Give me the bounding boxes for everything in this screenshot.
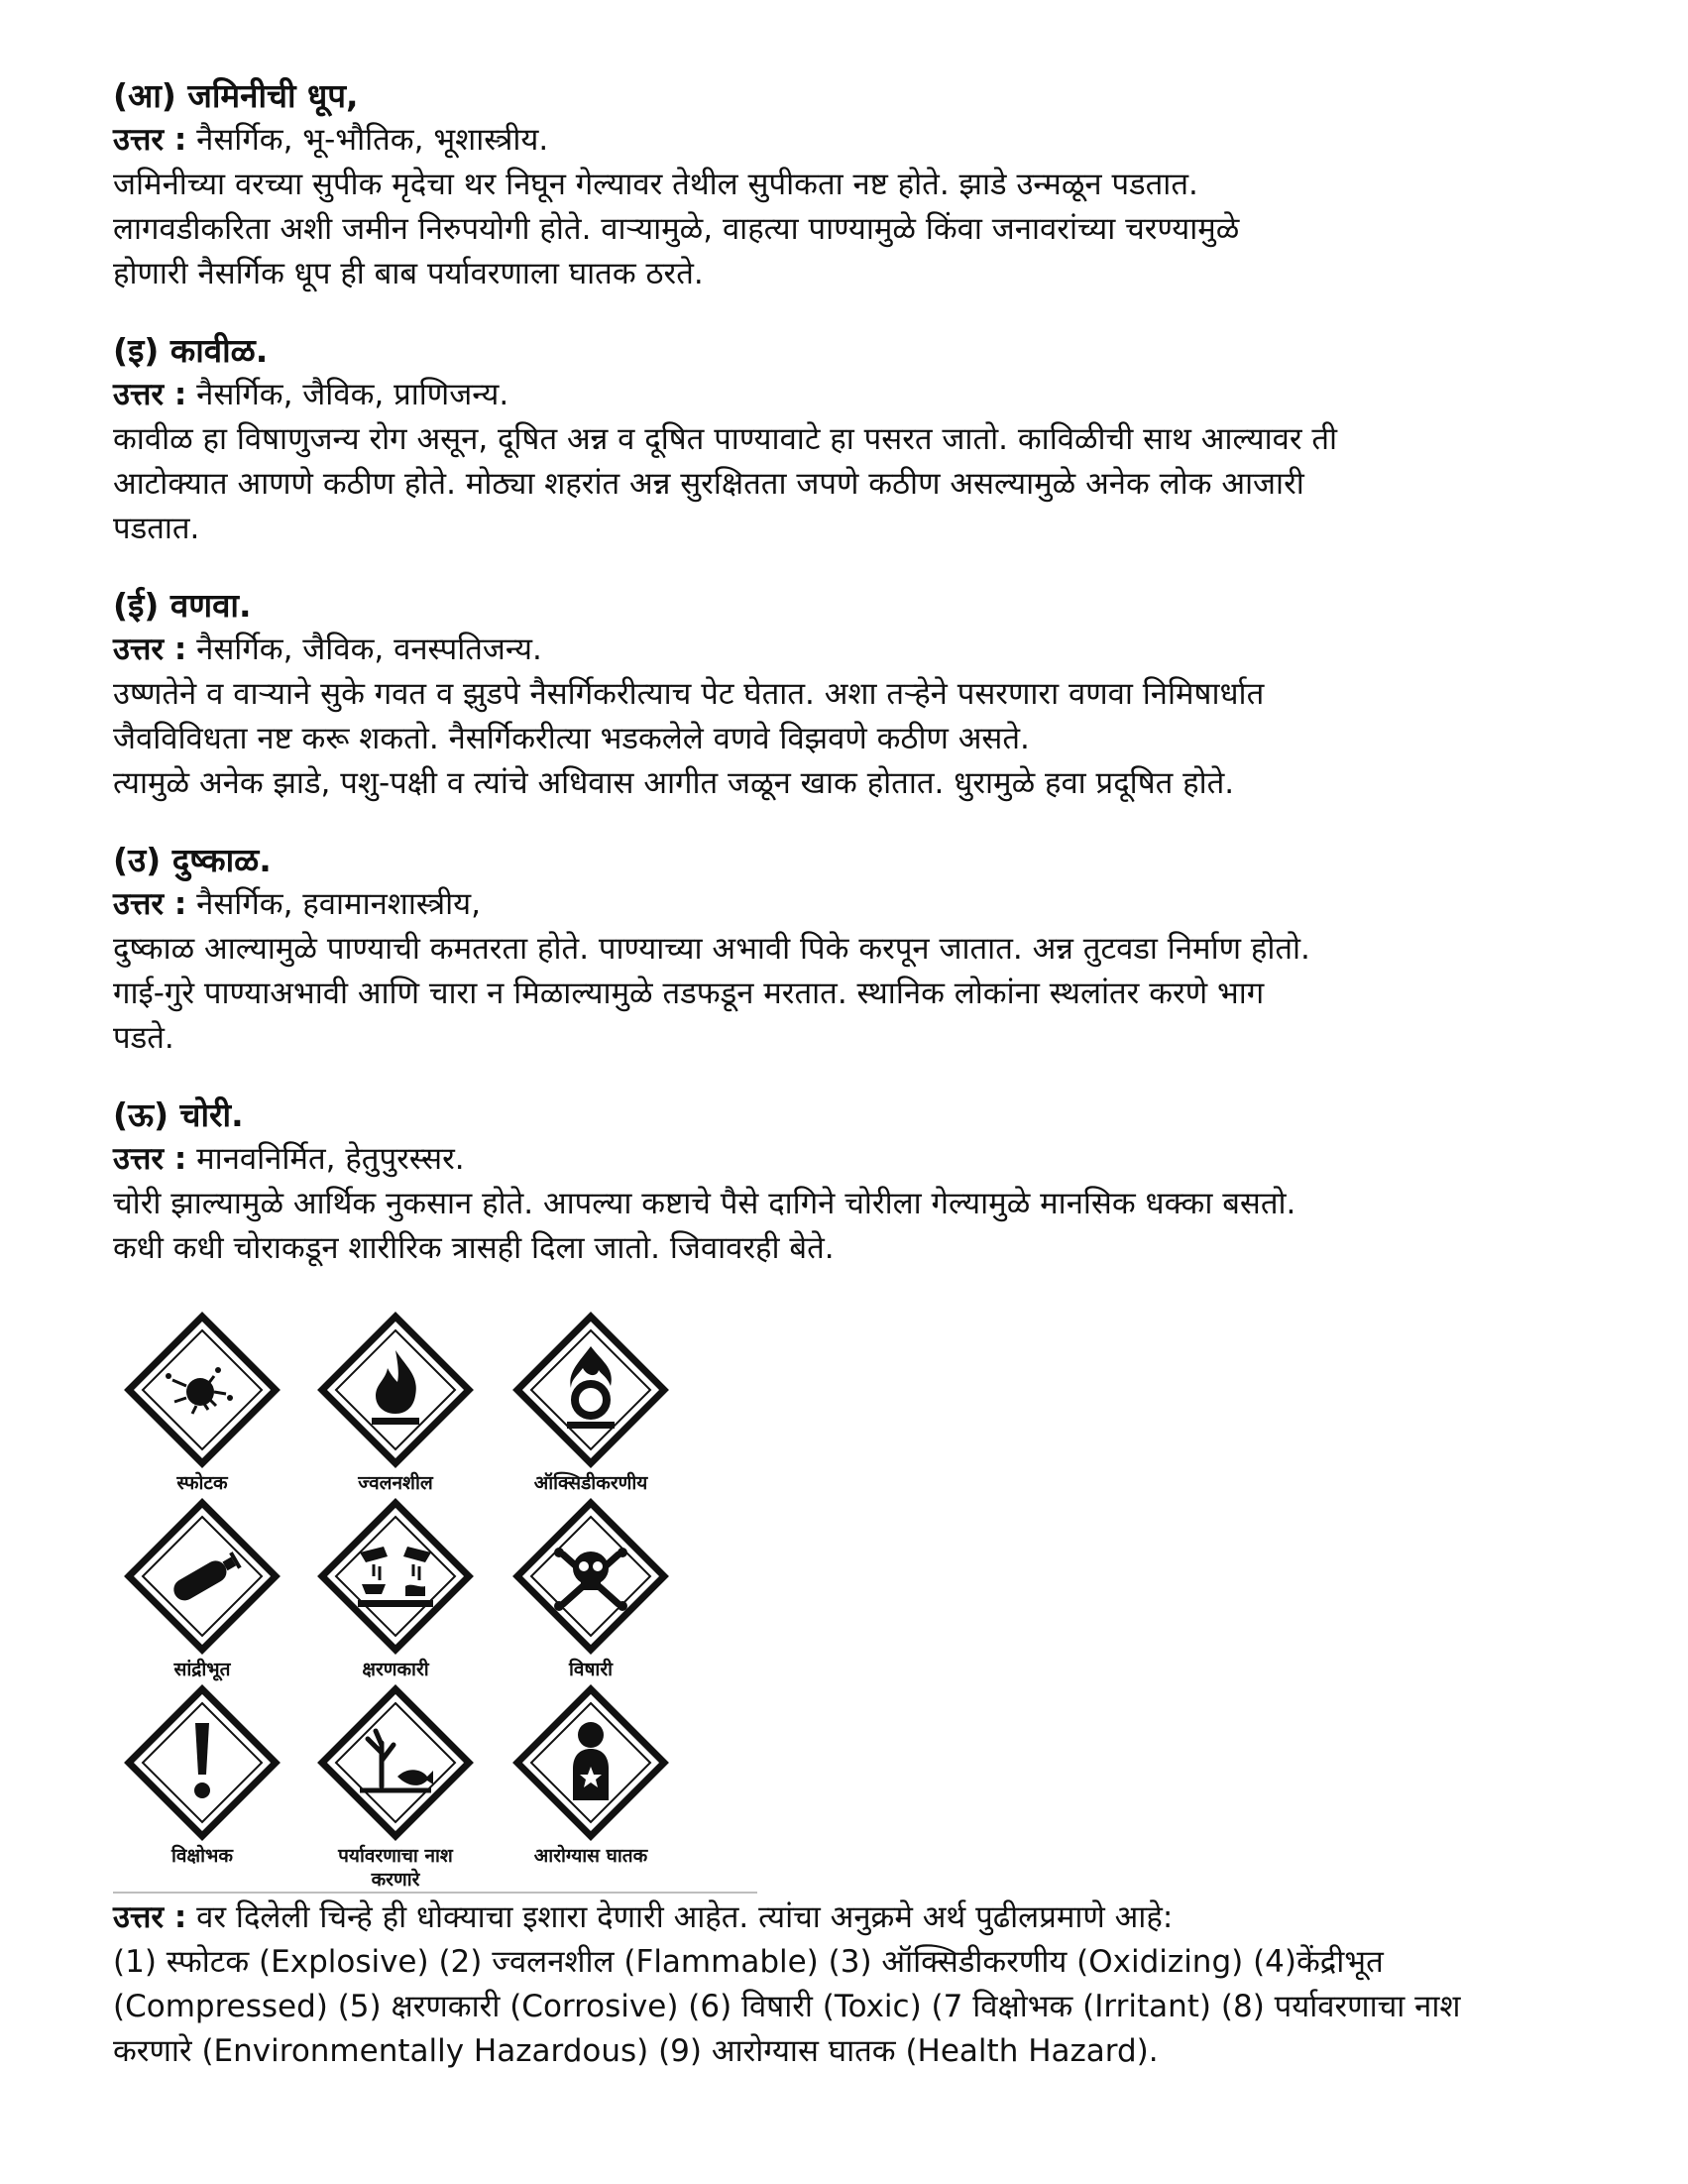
sign-explosive (113, 1311, 291, 1495)
answer-line (113, 882, 1580, 927)
answer-line (113, 118, 1580, 163)
answer-classification: नैसर्गिक, हवामानशास्त्रीय, (196, 886, 481, 922)
section-drought (113, 838, 1580, 1061)
body-line: (Compressed) (5) क्षरणकारी (Corrosive) (6) विषारी (Toxic) (7 विक्षोभक (Irritant) (8) पर्यावरणाचा नाश (113, 1989, 1461, 2024)
answer-label: उत्तर : (113, 1899, 187, 1935)
body-line: पडते. (113, 1020, 174, 1056)
body-line: जमिनीच्या वरच्या सुपीक मृदेचा थर निघून गेल्यावर तेथील सुपीकता नष्ट होते. झाडे उन्मळून पडतात. (113, 167, 1198, 202)
signs-answer (113, 1896, 1600, 2074)
answer-classification: नैसर्गिक, जैविक, वनस्पतिजन्य. (196, 632, 542, 667)
answer-line (113, 1137, 1580, 1182)
answer-classification: नैसर्गिक, जैविक, प्राणिजन्य. (196, 377, 509, 412)
toxic-icon (511, 1497, 670, 1656)
sign-label: ज्वलनशील (358, 1472, 433, 1494)
answer-label: उत्तर : (113, 122, 187, 158)
sign-oxidizing (502, 1311, 680, 1495)
corrosive-icon (316, 1497, 475, 1656)
answer-line (113, 628, 1580, 672)
sign-label: ऑक्सिडीकरणीय (533, 1472, 648, 1494)
section-jaundice (113, 328, 1580, 551)
body-line: कावीळ हा विषाणुजन्य रोग असून, दूषित अन्न व दूषित पाण्यावाटे हा पसरत जातो. काविळीची साथ आल्यावर ती (113, 421, 1338, 457)
body-line: उष्णतेने व वाऱ्याने सुके गवत व झुडपे नैसर्गिकरीत्याच पेट घेतात. अशा तऱ्हेने पसरणारा वणवा निमिषार्धात (113, 676, 1265, 712)
section-heading: (इ) कावीळ. (113, 331, 269, 370)
sign-label: पर्यावरणाचा नाश करणारे (338, 1845, 453, 1891)
sign-irritant (113, 1683, 291, 1868)
sign-label: विषारी (568, 1659, 614, 1680)
answer-classification: नैसर्गिक, भू-भौतिक, भूशास्त्रीय. (196, 122, 549, 158)
sign-toxic (502, 1497, 680, 1681)
compressed-gas-icon (123, 1497, 281, 1656)
sign-health-hazard (502, 1683, 680, 1868)
answer-label: उत्तर : (113, 1141, 187, 1177)
answer-classification: मानवनिर्मित, हेतुपुरस्सर. (196, 1141, 465, 1177)
sign-label: विक्षोभक (171, 1845, 233, 1867)
body-line: करणारे (Environmentally Hazardous) (9) आरोग्यास घातक (Health Hazard). (113, 2033, 1159, 2069)
divider (113, 1892, 757, 1894)
irritant-icon (123, 1683, 281, 1842)
section-heading: (उ) दुष्काळ. (113, 841, 272, 879)
answer-line (113, 1896, 1600, 1940)
body-line: लागवडीकरिता अशी जमीन निरुपयोगी होते. वाऱ्यामुळे, वाहत्या पाण्यामुळे किंवा जनावरांच्या चरण्यामुळे (113, 211, 1240, 247)
body-line: गाई-गुरे पाण्याअभावी आणि चारा न मिळाल्यामुळे तडफडून मरतात. स्थानिक लोकांना स्थलांतर करणे भाग (113, 976, 1265, 1011)
sign-label: सांद्रीभूत (173, 1659, 231, 1680)
section-heading: (ई) वणवा. (113, 586, 252, 625)
body-line: होणारी नैसर्गिक धूप ही बाब पर्यावरणाला घातक ठरते. (113, 256, 704, 291)
answer-line (113, 373, 1580, 417)
sign-compressed-gas (113, 1497, 291, 1681)
sign-label: क्षरणकारी (362, 1659, 429, 1680)
sign-corrosive (306, 1497, 485, 1681)
oxidizing-icon (511, 1311, 670, 1469)
explosive-icon (123, 1311, 281, 1469)
environment-hazard-icon (316, 1683, 475, 1842)
document-body (113, 73, 1580, 1303)
body-line: चोरी झाल्यामुळे आर्थिक नुकसान होते. आपल्या कष्टाचे पैसे दागिने चोरीला गेल्यामुळे मानसिक धक्का बसतो. (113, 1186, 1296, 1221)
sign-label: स्फोटक (176, 1472, 228, 1494)
body-line: त्यामुळे अनेक झाडे, पशु-पक्षी व त्यांचे अधिवास आगीत जळून खाक होतात. धुरामुळे हवा प्रदूषित होते. (113, 765, 1235, 801)
body-line: (1) स्फोटक (Explosive) (2) ज्वलनशील (Flammable) (3) ऑक्सिडीकरणीय (Oxidizing) (4)केंद्रीभूत (113, 1944, 1384, 1980)
body-line: कधी कधी चोराकडून शारीरिक त्रासही दिला जातो. जिवावरही बेते. (113, 1230, 835, 1266)
answer-label: उत्तर : (113, 377, 187, 412)
body-line: दुष्काळ आल्यामुळे पाण्याची कमतरता होते. पाण्याच्या अभावी पिके करपून जातात. अन्न तुटवडा निर्माण होतो. (113, 931, 1310, 967)
sign-label: आरोग्यास घातक (533, 1845, 648, 1867)
flammable-icon (316, 1311, 475, 1469)
sign-environment-hazard (306, 1683, 485, 1892)
section-heading: (ऊ) चोरी. (113, 1095, 244, 1134)
answer-label: उत्तर : (113, 632, 187, 667)
section-theft (113, 1092, 1580, 1271)
answer-label: उत्तर : (113, 886, 187, 922)
health-hazard-icon (511, 1683, 670, 1842)
body-line: जैवविविधता नष्ट करू शकतो. नैसर्गिकरीत्या भडकलेले वणवे विझवणे कठीण असते. (113, 721, 1030, 756)
body-line: पडतात. (113, 511, 200, 546)
section-soil-erosion (113, 73, 1580, 296)
sign-flammable (306, 1311, 485, 1495)
section-heading: (आ) जमिनीची धूप, (113, 76, 359, 115)
body-line: आटोक्यात आणणे कठीण होते. मोठ्या शहरांत अन्न सुरक्षितता जपणे कठीण असल्यामुळे अनेक लोक आजारी (113, 466, 1304, 502)
answer-text: वर दिलेली चिन्हे ही धोक्याचा इशारा देणारी आहेत. त्यांचा अनुक्रमे अर्थ पुढीलप्रमाणे आहे: (196, 1899, 1174, 1935)
hazard-signs-figure (113, 1301, 757, 1891)
section-forest-fire (113, 583, 1580, 806)
